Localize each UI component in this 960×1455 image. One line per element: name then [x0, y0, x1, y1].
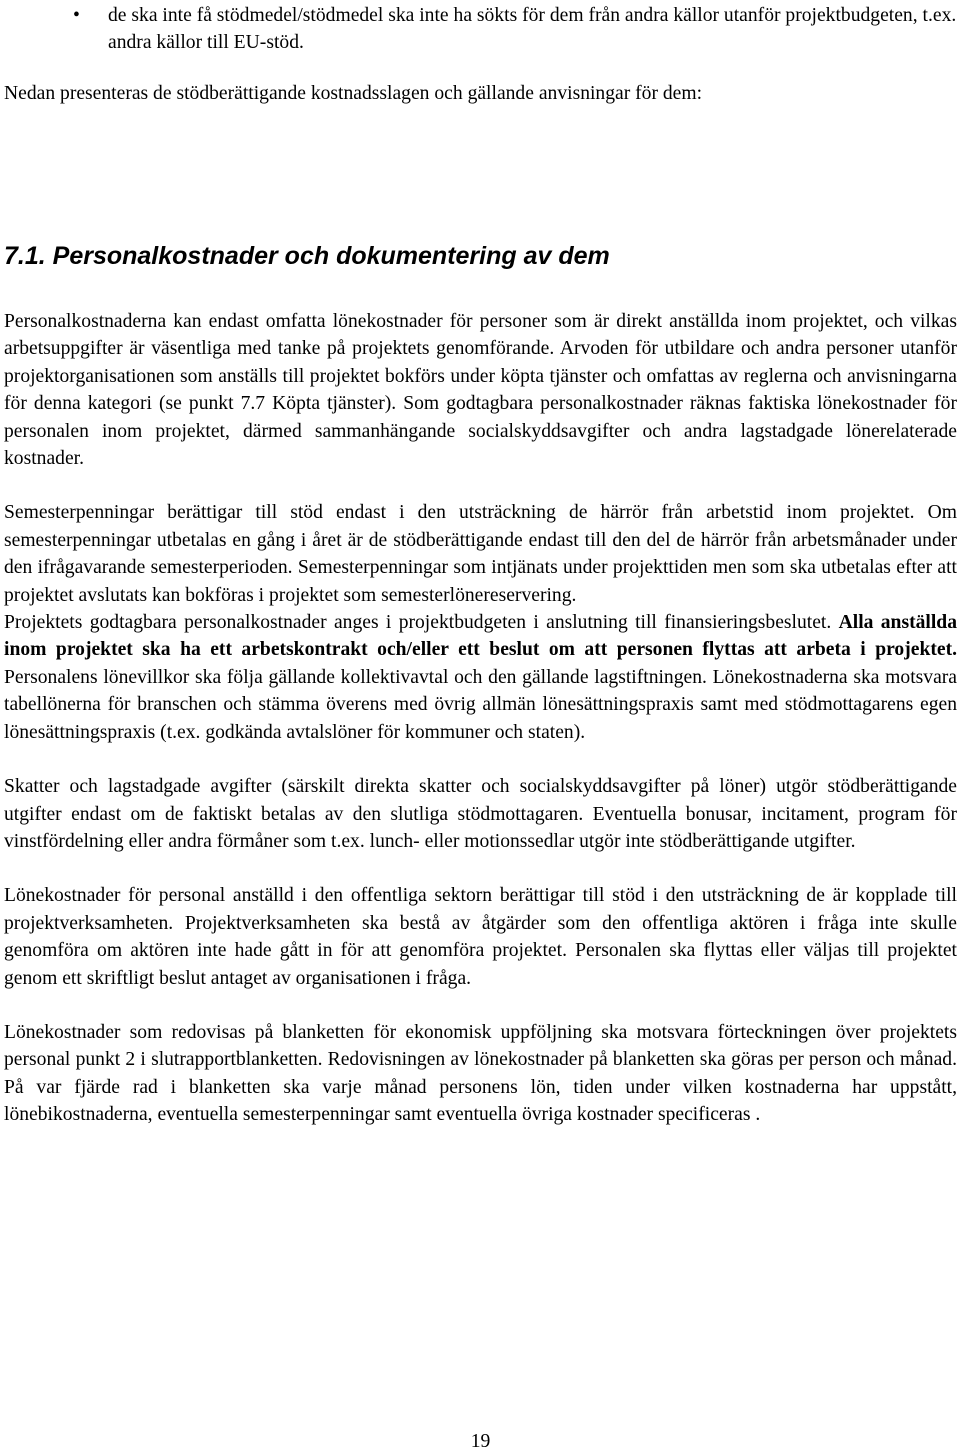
paragraph-budget-bold: Alla anställda inom projektet ska ha ett arbetskontrakt och/eller ett beslut om att personen flyttas att arbeta i projektet. — [4, 612, 957, 661]
intro-text: Nedan presenteras de stödberättigande kostnadsslagen och gällande anvisningar för dem: — [4, 83, 703, 104]
bullet-text: de ska inte få stödmedel/stödmedel ska inte ha sökts för dem från andra källor utanför projektbudgeten, t.ex. andra källor till EU-stöd. — [108, 5, 957, 54]
page-number: 19 — [470, 1431, 491, 1452]
bullet-icon: • — [73, 5, 80, 26]
bullet-item — [4, 2, 957, 57]
section-body — [4, 308, 957, 1129]
paragraph-reporting: Lönekostnader som redovisas på blanketten för ekonomisk uppföljning ska motsvara förteckningen över projektets personal punkt 2 i slutrapportblanketten. Redovisningen av lönekostnader på blanketten ska göras per person och månad. På var fjärde rad i blanketten ska varje månad personens lön, tiden under vilken kostnaderna har uppstått, lönebikostnaderna, eventuella semesterpenningar samt eventuella övriga kostnader specificeras . — [4, 1021, 957, 1126]
paragraph-public-sector: Lönekostnader för personal anställd i den offentliga sektorn berättigar till stöd i den utsträckning de är kopplade till projektverksamheten. Projektverksamheten ska bestå av åtgärder som den offentliga aktören i fråga inte skulle genomföra om aktören inte hade gått in för att genomföra projektet. Personalen ska flyttas eller väljas till projektet genom ett skriftligt beslut antaget av organisationen i fråga. — [4, 885, 957, 989]
paragraph-budget-contracts — [4, 609, 957, 746]
paragraph-budget-start: Projektets godtagbara personalkostnader anges i projektbudgeten i anslutning till finansieringsbeslutet. — [4, 612, 839, 634]
paragraph-personnel-costs: Personalkostnaderna kan endast omfatta lönekostnader för personer som är direkt anställda inom projektet, och vilkas arbetsuppgifter är väsentliga med tanke på projektets genomförande. Arvoden för utbildare och andra personer utanför projektorganisationen som anställs till projektet bokförs under köpta tjänster och omfattas av reglerna och anvisningarna för denna kategori (se punkt 7.7 Köpta tjänster). Som godtagbara personalkostnader räknas faktiska lönekostnader för personalen inom projektet, därmed sammanhängande socialskyddsavgifter och andra lagstadgade lönerelaterade kostnader. — [4, 311, 957, 470]
paragraph-budget-end: Personalens lönevillkor ska följa gällande kollektivavtal och den gällande lagstiftningen. Lönekostnaderna ska motsvara tabellönerna för branschen och stämma överens med övrig allmän lönesättningspraxis samt med stödmottagarens egen lönesättningspraxis (t.ex. godkända avtalslöner för kommuner och staten). — [4, 666, 957, 743]
paragraph-taxes-fees: Skatter och lagstadgade avgifter (särskilt direkta skatter och socialskyddsavgifter på löner) utgör stödberättigande utgifter endast om de faktiskt betalas av den slutliga stödmottagaren. Eventuella bonusar, incitament, program för vinstfördelning eller andra förmåner som t.ex. lunch- eller motionssedlar utgör inte stödberättigande utgifter. — [4, 776, 957, 852]
section-heading: 7.1. Personalkostnader och dokumentering av dem — [4, 242, 610, 270]
paragraph-holiday-pay: Semesterpenningar berättigar till stöd endast i den utsträckning de härrör från arbetstid inom projektet. Om semesterpenningar utbetalas en gång i året är de stödberättigande endast till den del de härrör från arbetsmånader under den ifrågavarande semesterperioden. Semesterpenningar som intjänats under projekttiden men som ska utbetalas efter att projektet avslutats kan bokföras i projektet som semesterlönereservering. — [4, 502, 957, 606]
bullet-list — [4, 2, 957, 57]
